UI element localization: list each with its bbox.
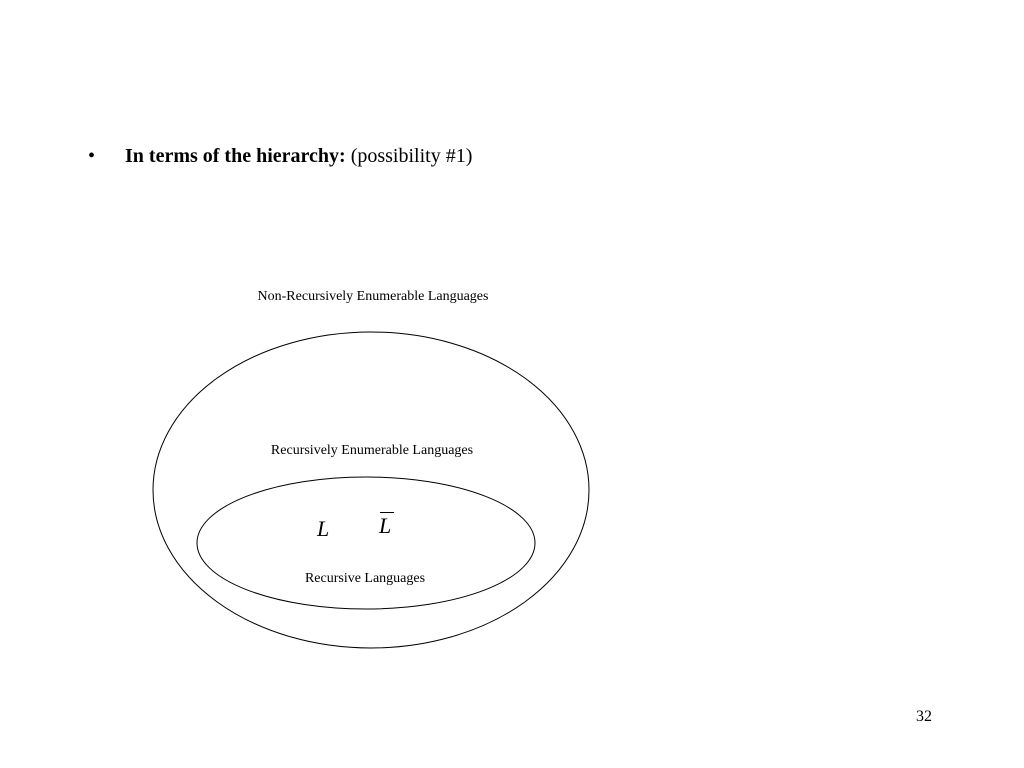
page-number: 32 [916, 708, 932, 725]
language-L-complement: L [379, 513, 392, 538]
language-L: L [317, 516, 330, 541]
heading-rest-text: (possibility #1) [345, 145, 473, 167]
non-re-languages-label: Non-Recursively Enumerable Languages [257, 289, 489, 304]
recursive-languages-label: Recursive Languages [304, 571, 426, 586]
bullet-symbol: • [88, 145, 96, 167]
re-languages-label: Recursively Enumerable Languages [270, 443, 474, 458]
recursive-languages-ellipse [197, 477, 535, 609]
re-languages-ellipse [153, 332, 589, 648]
heading-bold-text: In terms of the hierarchy: [125, 145, 346, 167]
